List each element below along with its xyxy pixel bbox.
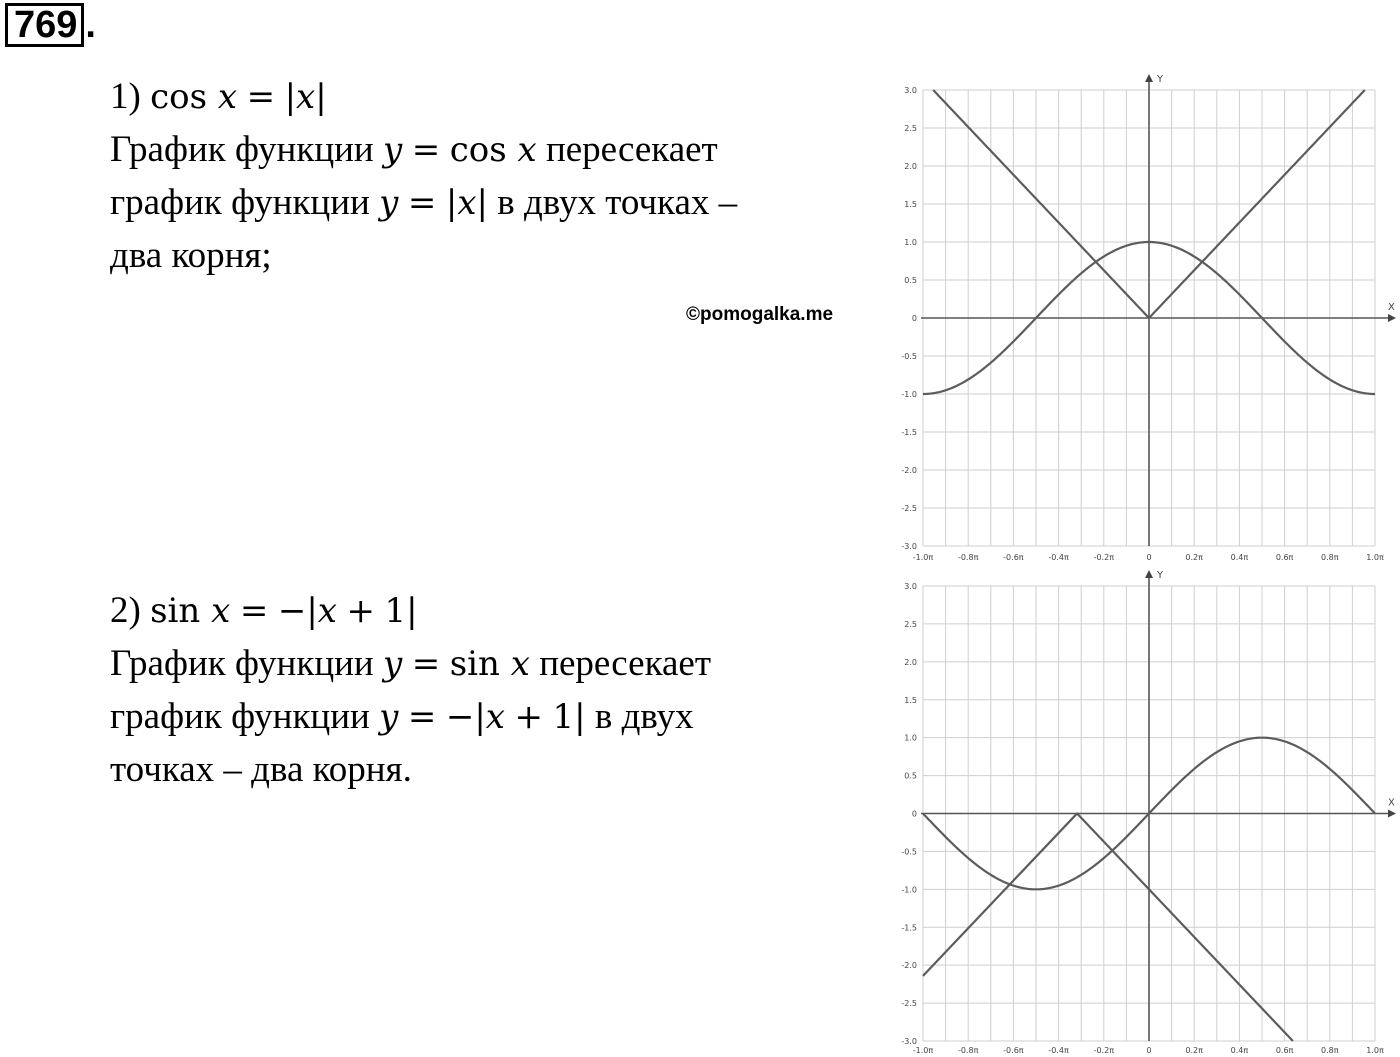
part2-line3 xyxy=(110,690,711,743)
y-tick-label: 3.0 xyxy=(904,582,917,591)
var-y: y xyxy=(382,644,403,684)
x-tick-label: 1.0π xyxy=(1366,1046,1384,1055)
watermark: ©pomogalka.me xyxy=(686,304,834,325)
y-tick-label: -2.0 xyxy=(901,466,917,475)
graph-cos-abs-svg xyxy=(880,66,1400,564)
var-y: y xyxy=(379,697,399,737)
part2-equation-line xyxy=(110,584,711,637)
part2-line4: точках – два корня. xyxy=(110,749,412,790)
y-tick-label: 0 xyxy=(911,809,917,819)
x-tick-label: 0.4π xyxy=(1230,1046,1249,1055)
problem-number-value: 769 xyxy=(14,4,78,46)
part1-line3 xyxy=(110,176,737,229)
var-x: x xyxy=(510,644,530,684)
x-tick-label: 0.8π xyxy=(1321,1046,1339,1055)
text: график функции xyxy=(110,696,380,737)
fn-name: sin xyxy=(449,644,500,684)
text: график функции xyxy=(110,182,380,223)
x-tick-label: 0.2π xyxy=(1185,1046,1203,1055)
eq-fn: cos xyxy=(150,77,208,117)
y-tick-label: 1.5 xyxy=(904,200,917,209)
part2-label: 2) xyxy=(110,590,141,631)
y-tick-label: -1.0 xyxy=(901,390,917,399)
part2-line2 xyxy=(110,637,711,690)
part1-equation xyxy=(150,77,327,117)
y-tick-label: 3.0 xyxy=(904,86,917,95)
abs-close: | xyxy=(574,697,586,737)
x-tick-label: 0 xyxy=(1146,553,1152,562)
var-y: y xyxy=(379,183,399,223)
graph-cos-abs xyxy=(880,66,1400,564)
part2-equation xyxy=(150,591,418,631)
problem-number-dot: . xyxy=(85,4,96,46)
eq-var-rhs: x xyxy=(317,591,337,631)
y-tick-label: -1.0 xyxy=(901,885,917,895)
x-tick-label: -0.4π xyxy=(1048,1046,1069,1055)
x-tick-label: -1.0π xyxy=(912,1046,934,1055)
x-axis-arrow-icon xyxy=(1388,314,1396,322)
neg-abs-open: −| xyxy=(277,591,318,631)
y-tick-label: -3.0 xyxy=(901,1037,917,1046)
y-tick-label: -2.5 xyxy=(901,504,917,513)
y-tick-label: 2.0 xyxy=(904,657,917,667)
part1-equation-line xyxy=(110,70,737,123)
graph-sin-negabs-svg xyxy=(880,562,1400,1057)
var-x: x xyxy=(485,697,505,737)
abs-close: | xyxy=(476,183,488,223)
var-x: x xyxy=(517,130,537,170)
text: пересекает xyxy=(536,129,718,170)
plus-sign: + xyxy=(346,591,375,631)
y-axis-label: Y xyxy=(1157,570,1164,581)
number-one: 1 xyxy=(384,591,407,631)
y-tick-label: -1.5 xyxy=(901,923,917,933)
part1-text xyxy=(110,70,737,282)
y-axis-arrow-icon xyxy=(1145,570,1153,578)
y-tick-label: -0.5 xyxy=(901,352,917,361)
x-tick-label: 0.6π xyxy=(1275,1046,1294,1055)
problem-number-box xyxy=(5,3,84,47)
x-tick-label: 0.6π xyxy=(1275,553,1294,562)
x-tick-label: -0.8π xyxy=(957,553,979,562)
eq-sign: = xyxy=(411,130,441,170)
y-tick-label: 0.5 xyxy=(904,276,917,285)
eq-var-rhs: x xyxy=(296,77,316,117)
y-tick-label: 2.5 xyxy=(904,619,917,629)
part2-text xyxy=(110,584,711,796)
y-tick-label: 1.0 xyxy=(904,238,917,247)
text: в двух xyxy=(585,696,694,737)
neg-abs-open: −| xyxy=(445,697,486,737)
var-y: y xyxy=(382,130,403,170)
eq-sign: = xyxy=(239,591,269,631)
x-tick-label: -0.6π xyxy=(1003,1046,1024,1055)
y-tick-label: -1.5 xyxy=(901,428,917,437)
graph-sin-negabs xyxy=(880,562,1400,1057)
y-axis-arrow-icon xyxy=(1145,74,1153,82)
text: График функции xyxy=(110,643,383,684)
x-tick-label: 1.0π xyxy=(1366,553,1384,562)
plus-sign: + xyxy=(514,697,543,737)
x-tick-label: 0.4π xyxy=(1230,553,1249,562)
abs-open: | xyxy=(284,77,297,117)
eq-sign: = xyxy=(411,644,441,684)
y-tick-label: 1.5 xyxy=(904,695,917,705)
y-tick-label: 0.5 xyxy=(904,771,917,781)
y-tick-label: 1.0 xyxy=(904,733,917,743)
text: График функции xyxy=(110,129,383,170)
part1-line2 xyxy=(110,123,737,176)
y-tick-label: -2.5 xyxy=(901,999,917,1009)
eq-fn: sin xyxy=(150,591,201,631)
x-axis-label: X xyxy=(1388,797,1395,809)
abs-close: | xyxy=(315,77,327,117)
x-tick-label: -0.2π xyxy=(1093,1046,1115,1055)
eq-sign: = xyxy=(246,77,276,117)
eq-sign: = xyxy=(407,697,437,737)
eq-var: x xyxy=(211,591,231,631)
x-tick-label: -0.6π xyxy=(1003,553,1024,562)
y-tick-label: -0.5 xyxy=(901,847,917,857)
abs-close: | xyxy=(406,591,418,631)
x-tick-label: -0.2π xyxy=(1093,553,1115,562)
x-tick-label: -0.4π xyxy=(1048,553,1069,562)
x-tick-label: 0.2π xyxy=(1185,553,1203,562)
eq-var: x xyxy=(217,77,238,117)
problem-number xyxy=(5,4,96,46)
y-axis-label: Y xyxy=(1157,74,1164,85)
number-one: 1 xyxy=(552,697,575,737)
y-tick-label: -3.0 xyxy=(901,542,917,551)
part1-label: 1) xyxy=(110,76,141,117)
x-axis-label: X xyxy=(1388,302,1395,313)
text: в двух точках – xyxy=(487,182,738,223)
abs-open: | xyxy=(445,183,458,223)
text: пересекает xyxy=(529,643,711,684)
y-tick-label: -2.0 xyxy=(901,961,917,971)
y-tick-label: 2.5 xyxy=(904,124,917,133)
part1-line4: два корня; xyxy=(110,235,272,276)
x-tick-label: 0.8π xyxy=(1321,553,1339,562)
fn-name: cos xyxy=(449,130,507,170)
var-x: x xyxy=(457,183,477,223)
x-tick-label: 0 xyxy=(1146,1046,1152,1055)
x-tick-label: -0.8π xyxy=(957,1046,979,1055)
y-tick-label: 2.0 xyxy=(904,162,917,171)
x-tick-label: -1.0π xyxy=(912,553,934,562)
eq-sign: = xyxy=(407,183,437,223)
y-tick-label: 0 xyxy=(911,314,917,323)
x-axis-arrow-icon xyxy=(1388,810,1396,818)
